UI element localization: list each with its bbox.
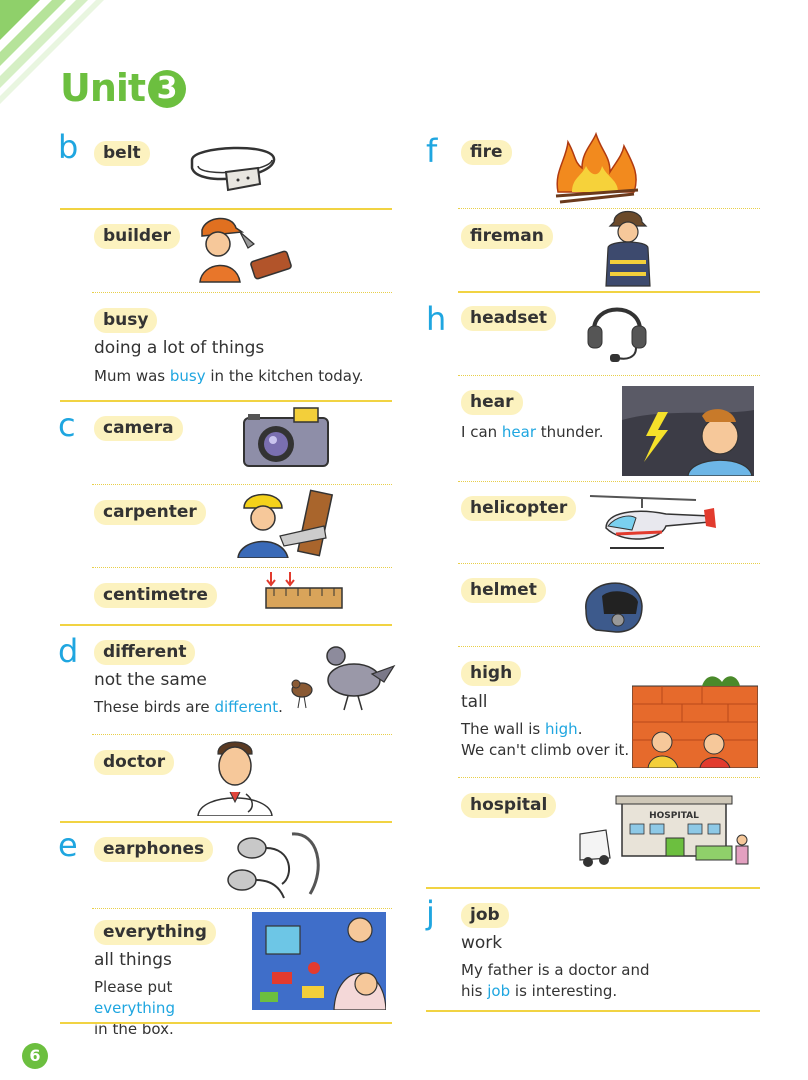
earphones-icon xyxy=(222,828,328,902)
word-hospital: hospital xyxy=(461,793,556,818)
example-busy: Mum was busy in the kitchen today. xyxy=(94,367,364,385)
letter-b: b xyxy=(58,128,79,166)
word-camera: camera xyxy=(94,416,183,441)
carpenter-icon xyxy=(236,486,342,558)
word-helmet: helmet xyxy=(461,578,546,603)
word-carpenter: carpenter xyxy=(94,500,206,525)
word-hear: hear xyxy=(461,390,523,415)
belt-icon xyxy=(186,138,280,196)
example-everything: Please put everything in the box. xyxy=(94,978,175,1038)
word-helicopter: helicopter xyxy=(461,496,576,521)
word-busy: busy xyxy=(94,308,157,333)
headset-icon xyxy=(586,296,648,366)
hospital-sign: HOSPITAL xyxy=(649,811,699,821)
word-high: high xyxy=(461,661,521,686)
meaning-high: tall xyxy=(461,692,488,712)
word-fire: fire xyxy=(461,140,512,165)
word-everything: everything xyxy=(94,920,216,945)
word-belt: belt xyxy=(94,141,150,166)
example-high: The wall is high. We can't climb over it. xyxy=(461,720,630,759)
helicopter-icon xyxy=(586,486,722,556)
unit-number-badge: 3 xyxy=(148,70,186,108)
meaning-busy: doing a lot of things xyxy=(94,338,265,358)
word-headset: headset xyxy=(461,306,556,331)
letter-j: j xyxy=(426,894,435,932)
meaning-job: work xyxy=(461,933,503,953)
example-hear: I can hear thunder. xyxy=(461,423,604,441)
toybox-icon xyxy=(252,912,386,1010)
doctor-icon xyxy=(194,736,276,816)
page-number: 6 xyxy=(22,1043,48,1069)
birds-icon xyxy=(288,640,396,716)
word-job: job xyxy=(461,903,509,928)
word-builder: builder xyxy=(94,224,180,249)
word-fireman: fireman xyxy=(461,224,553,249)
helmet-icon xyxy=(580,570,646,636)
ruler-icon xyxy=(262,570,346,614)
word-earphones: earphones xyxy=(94,837,213,862)
example-job: My father is a doctor and his job is interesting. xyxy=(461,961,650,1000)
camera-icon xyxy=(240,404,332,470)
thunder-icon xyxy=(622,386,754,476)
wall-icon xyxy=(632,672,758,768)
letter-e: e xyxy=(58,826,78,864)
meaning-everything: all things xyxy=(94,950,172,970)
builder-icon xyxy=(196,214,296,284)
example-different: These birds are different. xyxy=(94,698,283,716)
unit-title: Unit xyxy=(60,66,146,110)
word-centimetre: centimetre xyxy=(94,583,217,608)
meaning-different: not the same xyxy=(94,670,207,690)
word-different: different xyxy=(94,640,195,665)
word-doctor: doctor xyxy=(94,750,174,775)
fire-icon xyxy=(552,132,642,204)
letter-d: d xyxy=(58,632,79,670)
fireman-icon xyxy=(602,208,654,288)
letter-f: f xyxy=(426,132,438,170)
hospital-icon xyxy=(576,794,758,870)
letter-c: c xyxy=(58,406,76,444)
letter-h: h xyxy=(426,300,447,338)
